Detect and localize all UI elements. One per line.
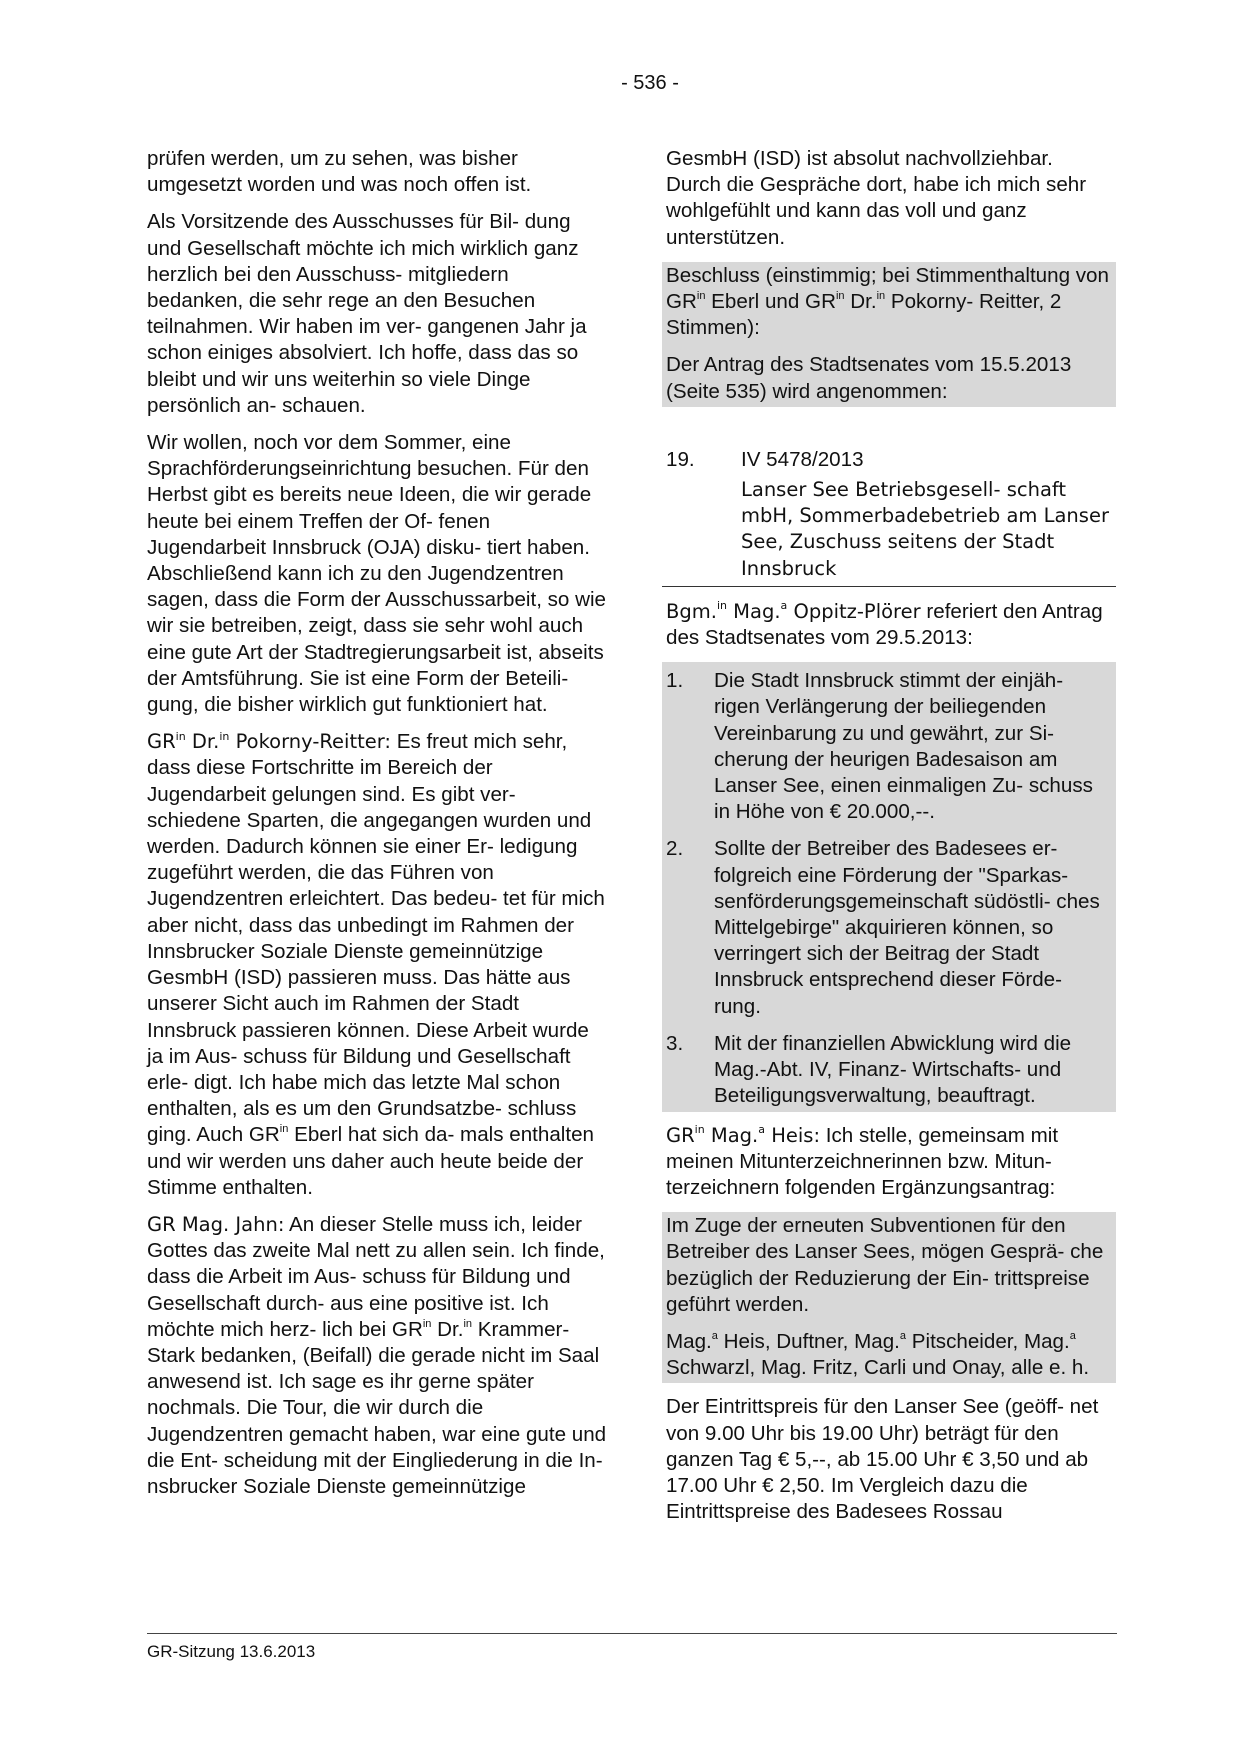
paragraph: prüfen werden, um zu sehen, was bisher umgesetzt worden und was noch offen ist. (147, 147, 532, 197)
decision-text: Der Antrag des Stadtsenates vom 15.5.2013 (Seite 535) wird angenommen: (666, 353, 1072, 403)
agenda-item-header (666, 447, 1112, 473)
paragraph: Als Vorsitzende des Ausschusses für Bil- dung und Gesellschaft möchte ich mich wirklich ganz herzlich bei den Ausschuss- mitgliedern bedanken, die sehr rege an den Besuchen teilnahmen. Wir haben im ver- gangenen Jahr ja schon einiges absolviert. Ich hoffe, dass das so bleibt und wir uns weiterhin so viele Dinge persönlich an- schauen. (147, 210, 587, 417)
list-item: 2. Sollte der Betreiber des Badesees er- folgreich eine Förderung der "Sparkas- senförderungsgemeinschaft südöstli- ches Mittelgebirge" akquirieren können, so verringert sich der Beitrag der Stadt Innsbruck entsprechend dieser Förde- rung. (666, 837, 1100, 1018)
paragraph: Wir wollen, noch vor dem Sommer, eine Sprachförderungseinrichtung besuchen. Für den Herbst gibt es bereits neue Ideen, die wir gerade heute bei einem Treffen der Of- fenen Jugendarbeit Innsbruck (OJA) disku- tiert haben. Abschließend kann ich zu den Jugendzentren sagen, dass die Form der Ausschussarbeit, so wie wir sie betreiben, zeigt, dass sie sehr wohl auch eine gute Art der Stadtregierungsarbeit ist, abseits der Amtsführung. Sie ist eine Form der Beteili- gung, die bisher wirklich gut funktioniert hat. (147, 431, 607, 717)
footer: GR-Sitzung 13.6.2013 (147, 1633, 1117, 1662)
speaker-name: Bgm.$^{in}$ Mag.$^a$ Oppitz-Plörer (666, 599, 921, 623)
speaker-name: GR Mag. Jahn: (147, 1212, 285, 1236)
speaker-name: $GR^{in}$ Mag.$^a$ Heis: (666, 1123, 821, 1147)
agenda-item-reference: IV 5478/2013 (741, 447, 864, 471)
paragraph: GesmbH (ISD) ist absolut nachvollziehbar. Durch die Gespräche dort, habe ich mich sehr wohlgefühlt und kann das voll und ganz unterstützen. (666, 147, 1087, 249)
motion-list (662, 662, 1116, 1111)
supplementary-motion (662, 1212, 1116, 1383)
speech-jahn: GR Mag. Jahn: An dieser Stelle muss ich, leider Gottes das zweite Mal nett zu allen sein. Ich finde, dass die Arbeit im Aus- schuss für Bildung und Gesellschaft durch- aus eine positive ist. Ich möchte mich herz- lich bei $GR^{in}$ Dr.$^{in}$ Krammer-Stark bedanken, (Beifall) die gerade nicht im Saal anwesend ist. Ich sage es ihr gerne später nochmals. Die Tour, die wir durch die Jugendzentren gemacht haben, war eine gute und die Ent- scheidung mit der Eingliederung in die In- nsbrucker Soziale Dienste gemeinnützige (147, 1212, 607, 1498)
list-item: 3. Mit der finanziellen Abwicklung wird die Mag.-Abt. IV, Finanz- Wirtschafts- und Beteiligungsverwaltung, beauftragt. (666, 1031, 1072, 1108)
agenda-item-title: Lanser See Betriebsgesell- schaft mbH, Sommerbadebetrieb am Lanser See, Zuschuss seitens der Stadt Innsbruck (741, 478, 1109, 580)
speaker-name: $GR^{in}$ Dr.$^{in}$ Pokorny-Reitter: (147, 729, 391, 754)
left-column (147, 146, 607, 1511)
motion-signers: Mag.$^a$ Heis, Duftner, Mag.$^a$ Pitscheider, Mag.$^a$ Schwarzl, Mag. Fritz, Carli und Onay, alle e. h. (666, 1329, 1090, 1380)
decision-header: Beschluss (einstimmig; bei Stimmenthaltung von $GR^{in}$ Eberl und $GR^{in}$ Dr.$^{in}$ Pokorny- Reitter, 2 Stimmen): (666, 263, 1109, 340)
agenda-item-number: 19. (666, 447, 695, 471)
divider (662, 586, 1116, 587)
decision-block (662, 262, 1116, 407)
speech-oppitz-ploerer: Bgm.$^{in}$ Mag.$^a$ Oppitz-Plörer referiert den Antrag des Stadtsenates vom 29.5.2013: (666, 599, 1103, 650)
right-column (666, 146, 1112, 1536)
motion-text: Im Zuge der erneuten Subventionen für den Betreiber des Lanser Sees, mögen Gesprä- che bezüglich der Reduzierung der Ein- trittspreise geführt werden. (666, 1214, 1104, 1316)
page-number: - 536 - (621, 72, 679, 94)
speech-heis: $GR^{in}$ Mag.$^a$ Heis: Ich stelle, gemeinsam mit meinen Mitunterzeichnerinnen bzw. Mitun- terzeichnern folgenden Ergänzungsantrag: (666, 1123, 1059, 1199)
speech-pokorny-reitter: $GR^{in}$ Dr.$^{in}$ Pokorny-Reitter: Es freut mich sehr, dass diese Fortschritte im Bereich der Jugendarbeit gelungen sind. Es gibt ver- schiedene Sparten, die angegangen wurden und werden. Dadurch können sie einer Er- ledigung zugeführt werden, die das Führen von Jugendzentren erleichtert. Das bedeu- tet für mich aber nicht, dass das unbedingt im Rahmen der Innsbrucker Soziale Dienste gemeinnützige GesmbH (ISD) passieren muss. Das hätte aus unserer Sicht auch im Rahmen der Stadt Innsbruck passieren können. Diese Arbeit wurde ja im Aus- schuss für Bildung und Gesellschaft erle- digt. Ich habe mich das letzte Mal schon enthalten, als es um den Grundsatzbe- schluss ging. Auch $GR^{in}$ Eberl hat sich da- mals enthalten und wir werden uns daher auch heute beide der Stimme enthalten. (147, 729, 605, 1199)
paragraph: Der Eintrittspreis für den Lanser See (geöff- net von 9.00 Uhr bis 19.00 Uhr) beträgt für den ganzen Tag € 5,--, ab 15.00 Uhr € 3,50 und ab 17.00 Uhr € 2,50. Im Vergleich dazu die Eintrittspreise des Badesees Rossau (666, 1395, 1099, 1524)
list-item: 1. Die Stadt Innsbruck stimmt der einjäh- rigen Verlängerung der beiliegenden Vereinbarung zu und gewährt, zur Si- cherung der heurigen Badesaison am Lanser See, einen einmaligen Zu- schuss in Höhe von € 20.000,--. (666, 669, 1093, 824)
